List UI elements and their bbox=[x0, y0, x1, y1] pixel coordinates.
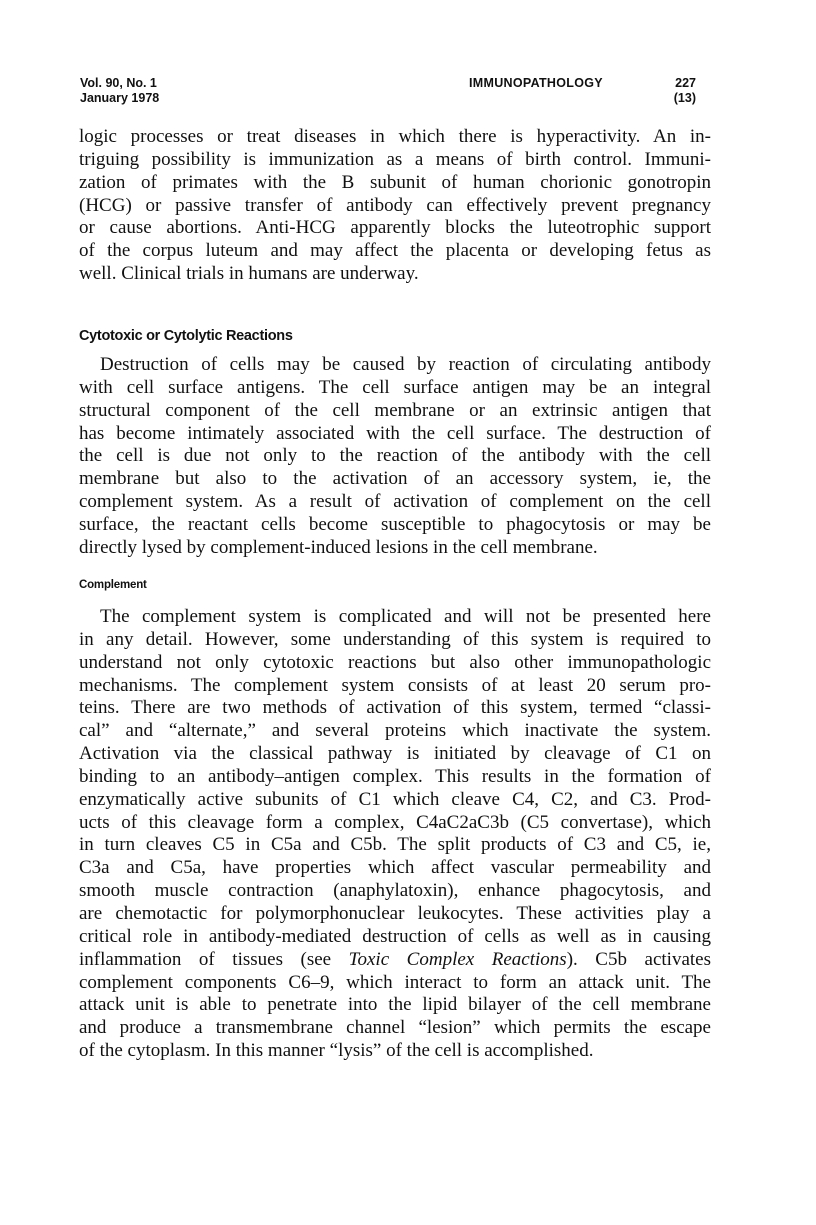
paragraph-line: zation of primates with the B subunit of human chorionic gonotropin bbox=[79, 171, 711, 193]
paragraph-line: attack unit is able to penetrate into the lipid bilayer of the cell membrane bbox=[79, 994, 711, 1016]
paragraph-line: Destruction of cells may be caused by reaction of circulating antibody bbox=[100, 354, 711, 375]
paragraph-line: complement system. As a result of activation of complement on the cell bbox=[79, 491, 711, 513]
paragraph-line: critical role in antibody-mediated destruction of cells as well as in causing bbox=[79, 925, 711, 947]
paragraph-line: surface, the reactant cells become susceptible to phagocytosis or may be bbox=[79, 513, 711, 535]
paragraph-line: with cell surface antigens. The cell surface antigen may be an integral bbox=[79, 376, 711, 398]
line-text-after-xref: ). C5b activates bbox=[566, 948, 711, 970]
paragraph-line: well. Clinical trials in humans are underway. bbox=[79, 263, 419, 285]
page-sub-number: (13) bbox=[673, 91, 696, 105]
page-number: 227 bbox=[675, 76, 696, 90]
running-header-section: IMMUNOPATHOLOGY bbox=[469, 76, 603, 90]
paragraph-line: enzymatically active subunits of C1 which cleave C4, C2, and C3. Prod- bbox=[79, 788, 711, 810]
paragraph-line: cal” and “alternate,” and several proteins which inactivate the system. bbox=[79, 720, 711, 742]
paragraph-line: in any detail. However, some understanding of this system is required to bbox=[79, 628, 711, 650]
paragraph-line: the cell is due not only to the reaction of the antibody with the cell bbox=[79, 445, 711, 467]
paragraph-line: The complement system is complicated and will not be presented here bbox=[100, 606, 711, 627]
paragraph-line: directly lysed by complement-induced lesions in the cell membrane. bbox=[79, 536, 598, 558]
complement-paragraph bbox=[79, 606, 711, 1063]
line-text-before-xref: inflammation of tissues (see bbox=[79, 948, 349, 970]
paragraph-line: in turn cleaves C5 in C5a and C5b. The split products of C3 and C5, ie, bbox=[79, 834, 711, 856]
running-header-left bbox=[80, 76, 159, 106]
paragraph-line: binding to an antibody–antigen complex. This results in the formation of bbox=[79, 765, 711, 787]
paragraph-line: logic processes or treat diseases in which there is hyperactivity. An in- bbox=[79, 126, 711, 147]
section-heading-cytotoxic: Cytotoxic or Cytolytic Reactions bbox=[79, 328, 293, 344]
paragraph-line: mechanisms. The complement system consists of at least 20 serum pro- bbox=[79, 674, 711, 696]
paragraph-line: of the corpus luteum and may affect the placenta or developing fetus as bbox=[79, 240, 711, 262]
cytotoxic-paragraph bbox=[79, 354, 711, 560]
paragraph-line: and produce a transmembrane channel “lesion” which permits the escape bbox=[79, 1017, 711, 1039]
paragraph-line: of the cytoplasm. In this manner “lysis” of the cell is accomplished. bbox=[79, 1040, 594, 1062]
paragraph-line: or cause abortions. Anti-HCG apparently blocks the luteotrophic support bbox=[79, 217, 711, 239]
cross-reference: Toxic Complex Reactions bbox=[348, 948, 567, 970]
paragraph-line: are chemotactic for polymorphonuclear leukocytes. These activities play a bbox=[79, 902, 711, 924]
paragraph-line: C3a and C5a, have properties which affect vascular permeability and bbox=[79, 857, 711, 879]
paragraph-line-with-xref bbox=[79, 949, 711, 972]
paragraph-line: membrane but also to the activation of an accessory system, ie, the bbox=[79, 468, 711, 490]
subsection-heading-complement: Complement bbox=[79, 579, 147, 591]
paragraph-line: teins. There are two methods of activation of this system, termed “classi- bbox=[79, 697, 711, 719]
running-header-right bbox=[648, 76, 696, 106]
intro-paragraph bbox=[79, 126, 711, 286]
paragraph-line: triguing possibility is immunization as a means of birth control. Immuni- bbox=[79, 148, 711, 170]
paragraph-line: ucts of this cleavage form a complex, C4aC2aC3b (C5 convertase), which bbox=[79, 811, 711, 833]
paragraph-line: smooth muscle contraction (anaphylatoxin), enhance phagocytosis, and bbox=[79, 880, 711, 902]
paragraph-line: understand not only cytotoxic reactions but also other immunopathologic bbox=[79, 651, 711, 673]
paragraph-line: structural component of the cell membrane or an extrinsic antigen that bbox=[79, 399, 711, 421]
journal-date: January 1978 bbox=[80, 91, 160, 105]
journal-volume: Vol. 90, No. 1 bbox=[80, 76, 157, 90]
paragraph-line: Activation via the classical pathway is initiated by cleavage of C1 on bbox=[79, 743, 711, 765]
paragraph-line: has become intimately associated with the cell surface. The destruction of bbox=[79, 422, 711, 444]
paragraph-line: complement components C6–9, which interact to form an attack unit. The bbox=[79, 971, 711, 993]
paragraph-line: (HCG) or passive transfer of antibody can effectively prevent pregnancy bbox=[79, 194, 711, 216]
